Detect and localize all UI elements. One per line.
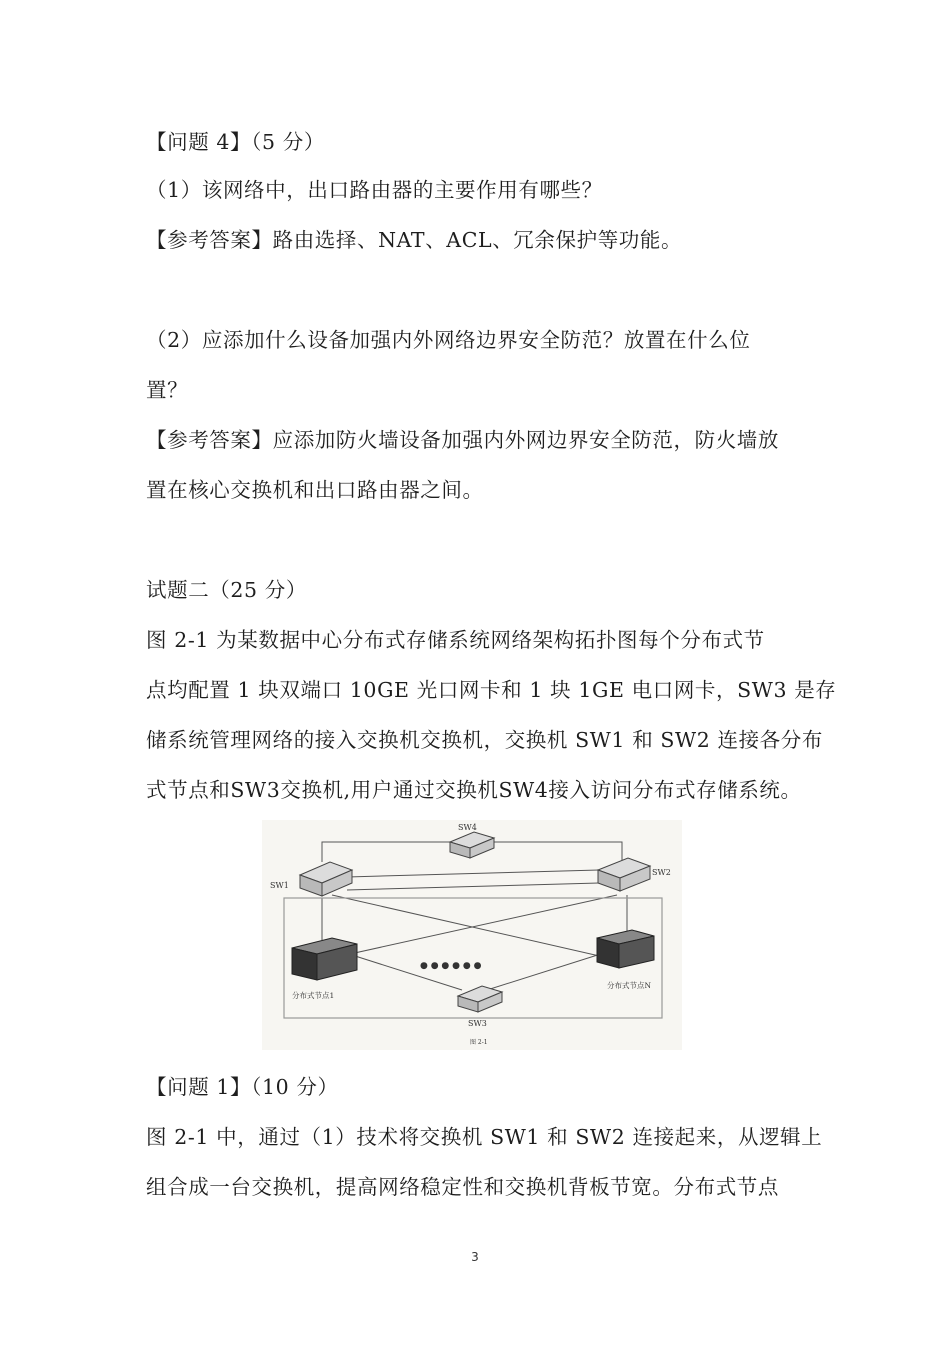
question4-answer2-line1: 【参考答案】应添加防火墙设备加强内外网边界安全防范，防火墙放 bbox=[146, 428, 779, 452]
question4-sub1: （1）该网络中，出口路由器的主要作用有哪些？ bbox=[146, 178, 603, 202]
sw2-label: SW2 bbox=[652, 868, 671, 877]
question4-sub2-line1: （2）应添加什么设备加强内外网络边界安全防范？放置在什么位 bbox=[146, 328, 751, 352]
sw4-label: SW4 bbox=[458, 823, 477, 832]
question1-line1: 图 2-1 中，通过（1）技术将交换机 SW1 和 SW2 连接起来，从逻辑上 bbox=[146, 1125, 823, 1149]
question4-sub2-line2: 置？ bbox=[146, 378, 189, 402]
exam2-heading: 试题二（25 分） bbox=[146, 578, 308, 602]
exam2-para-line: 储系统管理网络的接入交换机交换机，交换机 SW1 和 SW2 连接各分布 bbox=[146, 728, 823, 752]
figure-caption: 图 2-1 bbox=[470, 1039, 488, 1046]
exam2-para-line: 点均配置 1 块双端口 10GE 光口网卡和 1 块 1GE 电口网卡，SW3 是存 bbox=[146, 678, 837, 702]
nodeN-label: 分布式节点N bbox=[607, 981, 652, 990]
question1-line2: 组合成一台交换机，提高网络稳定性和交换机背板节宽。分布式节点 bbox=[146, 1175, 779, 1199]
question4-heading: 【问题 4】（5 分） bbox=[146, 130, 325, 154]
ellipsis-dots: ● ● ● ● ● ● bbox=[420, 961, 482, 971]
sw1-label: SW1 bbox=[270, 881, 289, 890]
nodeN-server-icon bbox=[597, 930, 654, 968]
question1-heading: 【问题 1】（10 分） bbox=[146, 1075, 339, 1099]
question4-answer2-line2: 置在核心交换机和出口路由器之间。 bbox=[146, 478, 484, 502]
node1-label: 分布式节点1 bbox=[292, 991, 335, 1000]
exam2-para-line: 式节点和SW3交换机,用户通过交换机SW4接入访问分布式存储系统。 bbox=[146, 778, 802, 802]
exam2-para-line: 图 2-1 为某数据中心分布式存储系统网络架构拓扑图每个分布式节 bbox=[146, 628, 765, 652]
network-topology-figure bbox=[262, 820, 682, 1050]
sw3-label: SW3 bbox=[468, 1019, 487, 1028]
page-number: 3 bbox=[471, 1250, 479, 1264]
question4-answer1: 【参考答案】路由选择、NAT、ACL、冗余保护等功能。 bbox=[146, 228, 683, 252]
